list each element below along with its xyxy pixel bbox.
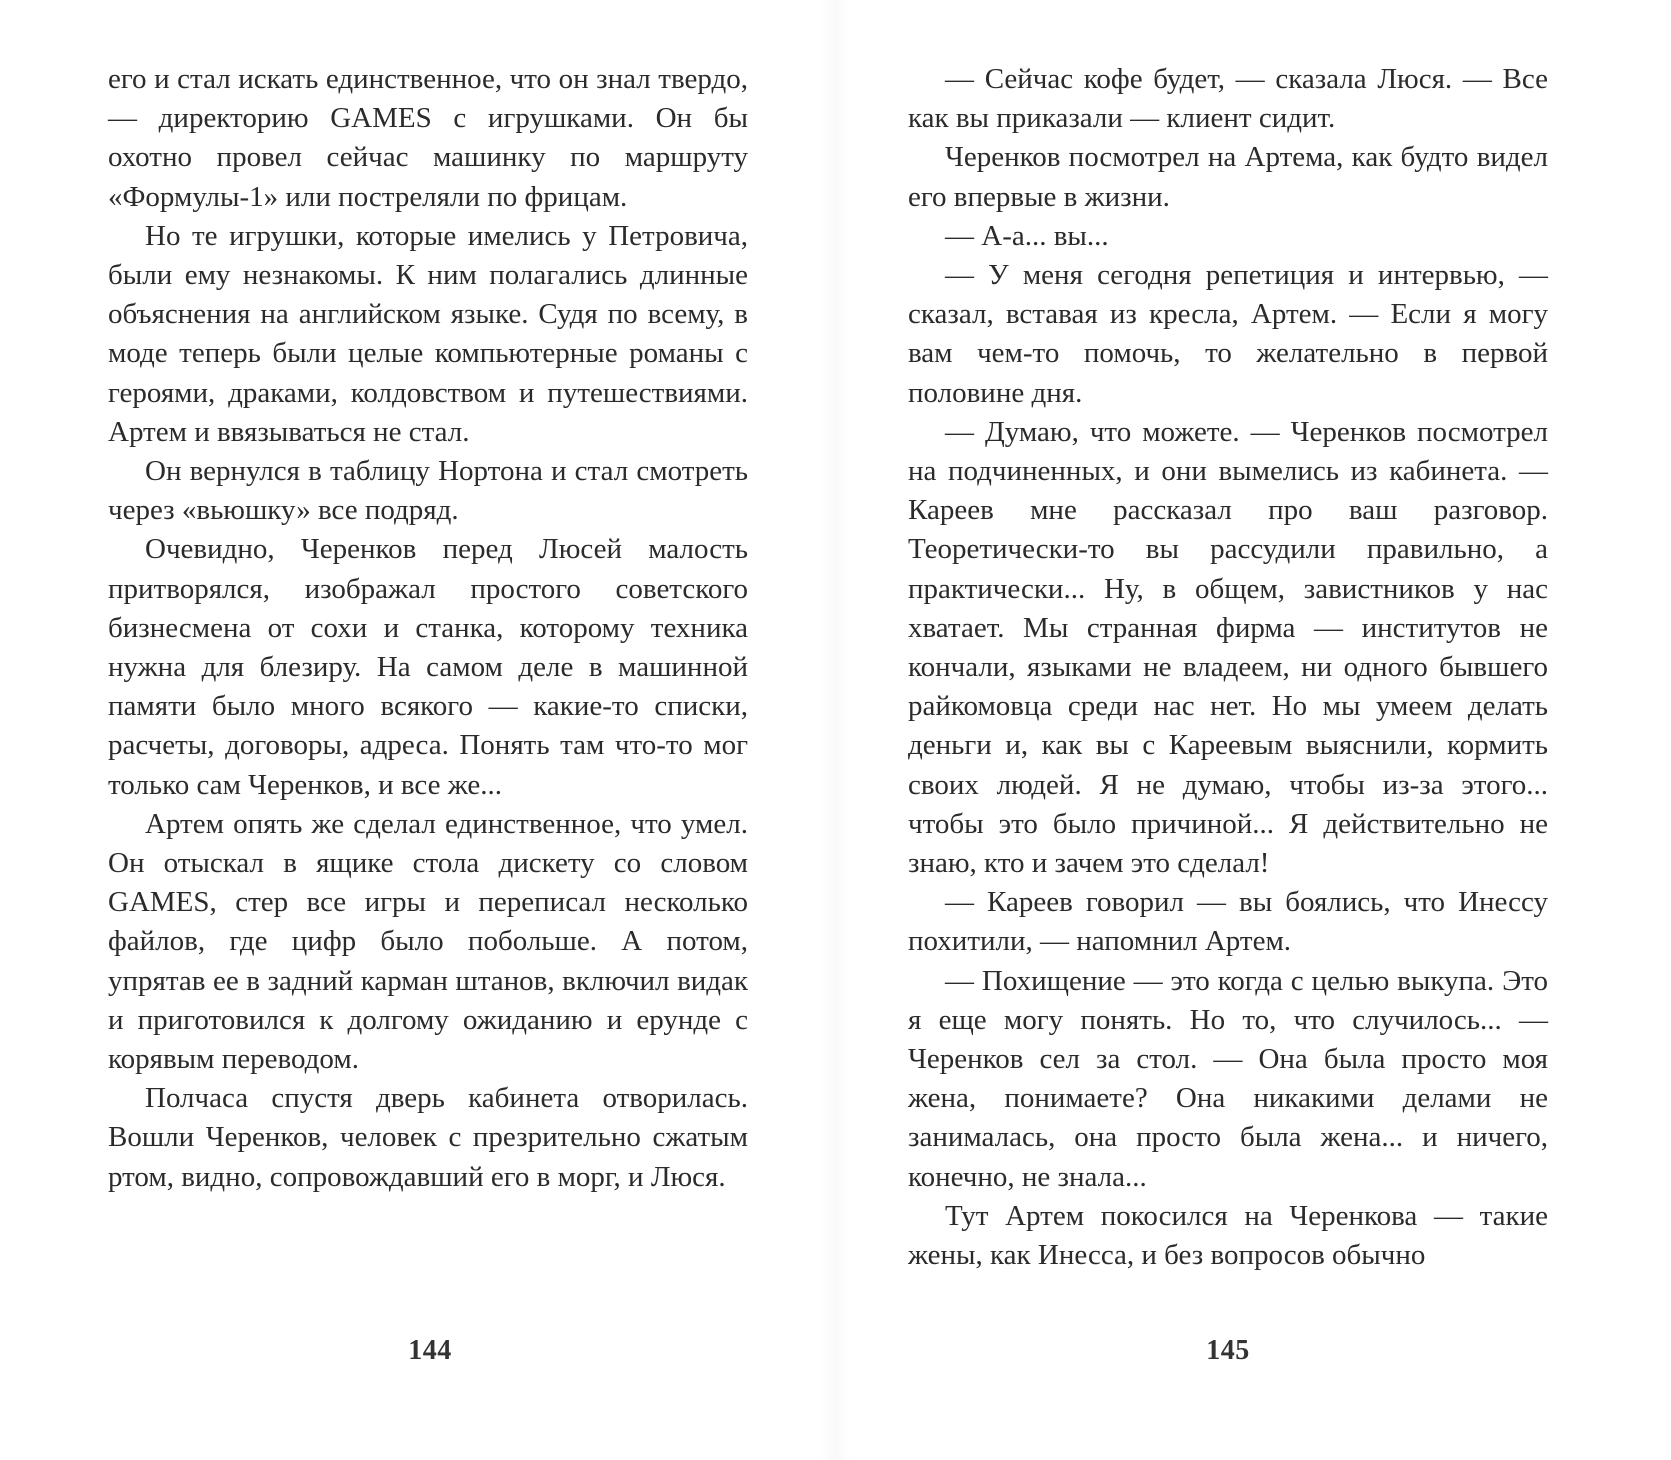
paragraph: — Сейчас кофе будет, — сказала Люся. — Все как вы приказали — клиент сидит. <box>908 63 1548 135</box>
paragraph: Очевидно, Черенков перед Люсей малость притворялся, изображал простого советского бизнесмена от сохи и станка, которому техника нужна для блезиру. На самом деле в машинной памяти было много всякого — какие-то списки, расчеты, договоры, адреса. Понять там что-то мог только сам Черенков, и все же... <box>108 533 748 801</box>
page-number-right: 145 <box>1206 1335 1250 1366</box>
paragraph: Черенков посмотрел на Артема, как будто видел его впервые в жизни. <box>908 141 1548 213</box>
left-page-text <box>108 60 748 1197</box>
paragraph: Артем опять же сделал единственное, что умел. Он отыскал в ящике стола дискету со словом GAMES, стер все игры и переписал несколько файлов, где цифр было побольше. А потом, упрятав ее в задний карман штанов, включил видак и приготовился к долгому ожиданию и ерунде с корявым переводом. <box>108 807 748 1076</box>
paragraph: — У меня сегодня репетиция и интервью, — сказал, вставая из кресла, Артем. — Если я могу вам чем-то помочь, то желательно в первой половине дня. <box>908 259 1548 409</box>
paragraph: — А-а... вы... <box>945 219 1109 252</box>
paragraph: — Думаю, что можете. — Черенков посмотрел на подчиненных, и они вымелись из кабинета. — Кареев мне рассказал про ваш разговор. Теоретически-то вы рассудили правильно, а практически... Ну, в общем, завистников у нас хватает. Мы странная фирма — институтов не кончали, языками не владеем, ни одного бывшего райкомовца среди нас нет. Но мы умеем делать деньги и, как вы с Кареевым выяснили, кормить своих людей. Я не думаю, чтобы из-за этого... чтобы это было причиной... Я действительно не знаю, кто и зачем это сделал! <box>908 415 1548 880</box>
paragraph: Он вернулся в таблицу Нортона и стал смотреть через «вьюшку» все подряд. <box>108 455 748 527</box>
paragraph: — Похищение — это когда с целью выкупа. Это я еще могу понять. Но то, что случилось... — Черенков сел за стол. — Она была просто моя жена, понимаете? Она никакими делами не занималась, она просто была жена... и ничего, конечно, не знала... <box>908 964 1548 1193</box>
left-page <box>108 60 748 1197</box>
right-page <box>908 60 1548 1275</box>
paragraph: Тут Артем покосился на Черенкова — такие жены, как Инесса, и без вопросов обычно <box>908 1199 1548 1272</box>
page-number-left: 144 <box>408 1335 452 1366</box>
paragraph: — Кареев говорил — вы боялись, что Инессу похитили, — напомнил Артем. <box>908 886 1548 958</box>
paragraph: его и стал искать единственное, что он знал твердо, — директорию GAMES с игрушками. Он бы охотно провел сейчас машинку по маршруту «Формулы-1» или постреляли по фрицам. <box>108 63 748 213</box>
paragraph: Но те игрушки, которые имелись у Петровича, были ему незнакомы. К ним полагались длинные объяснения на английском языке. Судя по всему, в моде теперь были целые компьютерные романы с героями, драками, колдовством и путешествиями. Артем и ввязываться не стал. <box>108 219 748 448</box>
paragraph: Полчаса спустя дверь кабинета отворилась. Вошли Черенков, человек с презрительно сжатым ртом, видно, сопровождавший его в морг, и Люся. <box>108 1082 748 1193</box>
right-page-text <box>908 60 1548 1275</box>
book-gutter <box>820 0 850 1460</box>
